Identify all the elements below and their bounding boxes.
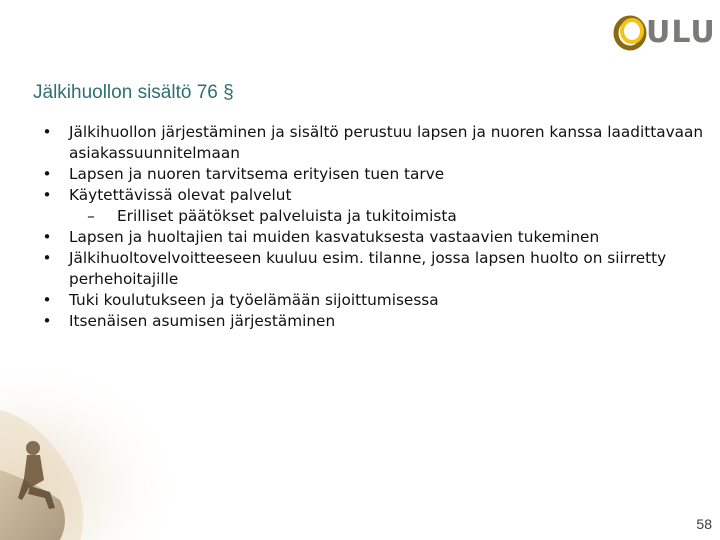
bullet-marker: • xyxy=(42,228,52,246)
bullet-text: Jälkihuollon järjestäminen ja sisältö perustuu lapsen ja nuoren kanssa laadittavaan asiakassuunnitelmaan xyxy=(69,123,704,162)
bullet-text: Itsenäisen asumisen järjestäminen xyxy=(69,312,336,330)
bullet-item xyxy=(40,311,710,332)
bullet-item xyxy=(40,164,710,185)
bullet-marker: • xyxy=(42,186,52,204)
bullet-item xyxy=(40,185,710,206)
bullet-item xyxy=(40,122,710,164)
sub-bullet-text: Erilliset päätökset palveluista ja tukitoimista xyxy=(117,207,457,225)
bullet-list xyxy=(40,122,710,332)
bullet-marker: • xyxy=(42,312,52,330)
bullet-text: Käytettävissä olevat palvelut xyxy=(69,186,292,204)
page-number: 58 xyxy=(696,516,712,532)
bullet-text: Lapsen ja huoltajien tai muiden kasvatuksesta vastaavien tukeminen xyxy=(69,228,600,246)
sub-bullet-marker: – xyxy=(87,207,95,225)
bullet-marker: • xyxy=(42,165,52,183)
bullet-item xyxy=(40,290,710,311)
bullet-item xyxy=(40,227,710,248)
bullet-marker: • xyxy=(42,123,52,141)
logo-text: ULU xyxy=(646,14,716,50)
bullet-text: Jälkihuoltovelvoitteeseen kuuluu esim. tilanne, jossa lapsen huolto on siirretty perhehoitajille xyxy=(69,249,667,288)
oulu-logo-ring-icon xyxy=(612,13,648,51)
slide-title: Jälkihuollon sisältö 76 § xyxy=(33,82,234,103)
bullet-text: Lapsen ja nuoren tarvitsema erityisen tuen tarve xyxy=(69,165,445,183)
sub-bullet-item xyxy=(40,206,710,227)
bullet-marker: • xyxy=(42,291,52,309)
bullet-text: Tuki koulutukseen ja työelämään sijoittumisessa xyxy=(69,291,439,309)
bullet-marker: • xyxy=(42,249,52,267)
oulu-logo xyxy=(612,10,716,54)
bullet-item xyxy=(40,248,710,290)
